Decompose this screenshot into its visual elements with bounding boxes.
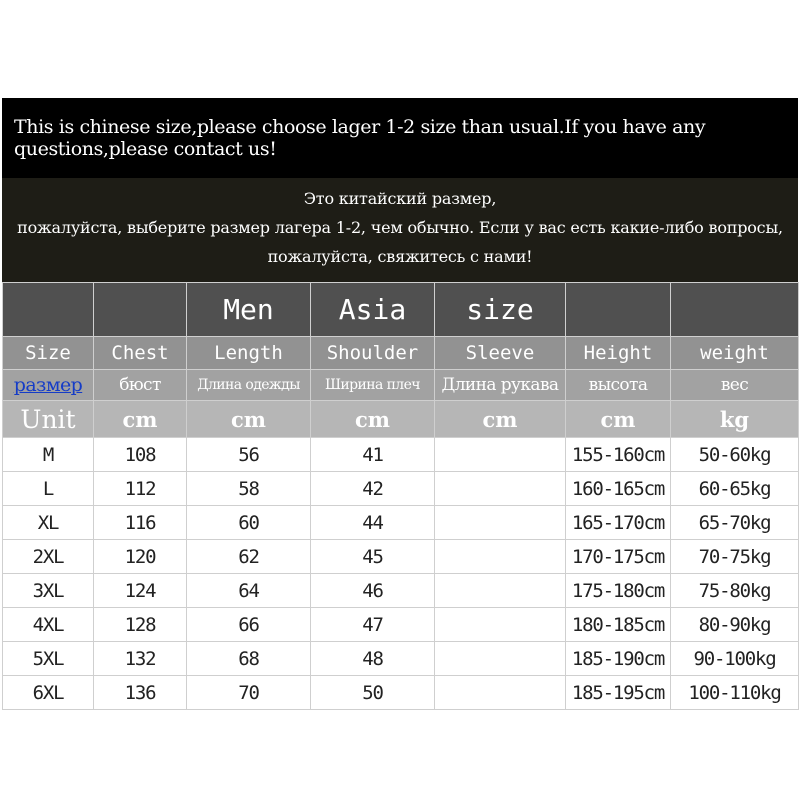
size-chart-table — [2, 282, 799, 710]
russian-notice-banner — [2, 178, 798, 282]
cell-length: 56 — [187, 438, 311, 472]
cell-chest: 124 — [94, 574, 187, 608]
russian-notice-line-1: Это китайский размер, — [303, 189, 497, 208]
cell-weight: 80-90kg — [671, 608, 799, 642]
cell-sleeve — [435, 608, 566, 642]
cell-sleeve — [435, 506, 566, 540]
cell-length: 62 — [187, 540, 311, 574]
unit-weight: kg — [671, 401, 799, 438]
header-ru-height: высота — [566, 370, 671, 401]
table-row — [3, 472, 799, 506]
header-ru-weight: вес — [671, 370, 799, 401]
cell-height: 180-185cm — [566, 608, 671, 642]
english-notice-text: This is chinese size,please choose lager 1-2 size than usual.If you have any questions,please contact us! — [14, 116, 706, 160]
table-row — [3, 676, 799, 710]
cell-weight: 70-75kg — [671, 540, 799, 574]
cell-length: 70 — [187, 676, 311, 710]
unit-shoulder: cm — [311, 401, 435, 438]
unit-length: cm — [187, 401, 311, 438]
russian-notice-line-2: пожалуйста, выберите размер лагера 1-2, чем обычно. Если у вас есть какие-либо вопросы, — [17, 218, 783, 237]
header-chest: Chest — [94, 337, 187, 370]
cell-sleeve — [435, 540, 566, 574]
title-cell-empty — [94, 283, 187, 337]
header-height: Height — [566, 337, 671, 370]
cell-size: M — [3, 438, 94, 472]
russian-notice-line-3: пожалуйста, свяжитесь с нами! — [267, 247, 533, 266]
title-cell-empty — [3, 283, 94, 337]
table-title-row — [3, 283, 799, 337]
unit-sleeve: cm — [435, 401, 566, 438]
cell-sleeve — [435, 438, 566, 472]
cell-length: 60 — [187, 506, 311, 540]
table-row — [3, 506, 799, 540]
title-cell-empty — [671, 283, 799, 337]
cell-shoulder: 47 — [311, 608, 435, 642]
unit-chest: cm — [94, 401, 187, 438]
unit-label: Unit — [3, 401, 94, 438]
cell-shoulder: 48 — [311, 642, 435, 676]
cell-length: 58 — [187, 472, 311, 506]
cell-sleeve — [435, 676, 566, 710]
header-weight: weight — [671, 337, 799, 370]
cell-sleeve — [435, 642, 566, 676]
cell-height: 160-165cm — [566, 472, 671, 506]
cell-weight: 65-70kg — [671, 506, 799, 540]
header-size: Size — [3, 337, 94, 370]
table-header-row — [3, 337, 799, 370]
cell-size: 3XL — [3, 574, 94, 608]
header-sleeve: Sleeve — [435, 337, 566, 370]
cell-shoulder: 41 — [311, 438, 435, 472]
cell-shoulder: 44 — [311, 506, 435, 540]
table-row — [3, 574, 799, 608]
header-shoulder: Shoulder — [311, 337, 435, 370]
title-men: Men — [187, 283, 311, 337]
cell-size: 2XL — [3, 540, 94, 574]
title-asia: Asia — [311, 283, 435, 337]
cell-chest: 136 — [94, 676, 187, 710]
title-cell-empty — [566, 283, 671, 337]
header-ru-shoulder: Ширина плеч — [311, 370, 435, 401]
cell-height: 165-170cm — [566, 506, 671, 540]
table-header-russian-row — [3, 370, 799, 401]
unit-height: cm — [566, 401, 671, 438]
table-unit-row — [3, 401, 799, 438]
cell-weight: 60-65kg — [671, 472, 799, 506]
cell-shoulder: 46 — [311, 574, 435, 608]
cell-sleeve — [435, 574, 566, 608]
cell-size: 6XL — [3, 676, 94, 710]
table-row — [3, 438, 799, 472]
cell-chest: 112 — [94, 472, 187, 506]
title-size: size — [435, 283, 566, 337]
cell-size: 5XL — [3, 642, 94, 676]
cell-weight: 75-80kg — [671, 574, 799, 608]
cell-height: 155-160cm — [566, 438, 671, 472]
cell-height: 170-175cm — [566, 540, 671, 574]
cell-size: 4XL — [3, 608, 94, 642]
table-row — [3, 540, 799, 574]
cell-weight: 100-110kg — [671, 676, 799, 710]
cell-chest: 116 — [94, 506, 187, 540]
cell-shoulder: 45 — [311, 540, 435, 574]
cell-length: 64 — [187, 574, 311, 608]
header-ru-chest: бюст — [94, 370, 187, 401]
cell-weight: 90-100kg — [671, 642, 799, 676]
cell-shoulder: 50 — [311, 676, 435, 710]
header-ru-length: Длина одежды — [187, 370, 311, 401]
cell-chest: 128 — [94, 608, 187, 642]
header-ru-size: размер — [3, 370, 94, 401]
cell-size: L — [3, 472, 94, 506]
cell-length: 66 — [187, 608, 311, 642]
cell-weight: 50-60kg — [671, 438, 799, 472]
cell-sleeve — [435, 472, 566, 506]
table-row — [3, 608, 799, 642]
cell-height: 185-195cm — [566, 676, 671, 710]
english-notice-banner — [2, 98, 798, 178]
cell-chest: 108 — [94, 438, 187, 472]
header-ru-sleeve: Длина рукава — [435, 370, 566, 401]
cell-chest: 120 — [94, 540, 187, 574]
cell-size: XL — [3, 506, 94, 540]
cell-length: 68 — [187, 642, 311, 676]
table-row — [3, 642, 799, 676]
header-length: Length — [187, 337, 311, 370]
cell-height: 175-180cm — [566, 574, 671, 608]
cell-height: 185-190cm — [566, 642, 671, 676]
cell-shoulder: 42 — [311, 472, 435, 506]
cell-chest: 132 — [94, 642, 187, 676]
